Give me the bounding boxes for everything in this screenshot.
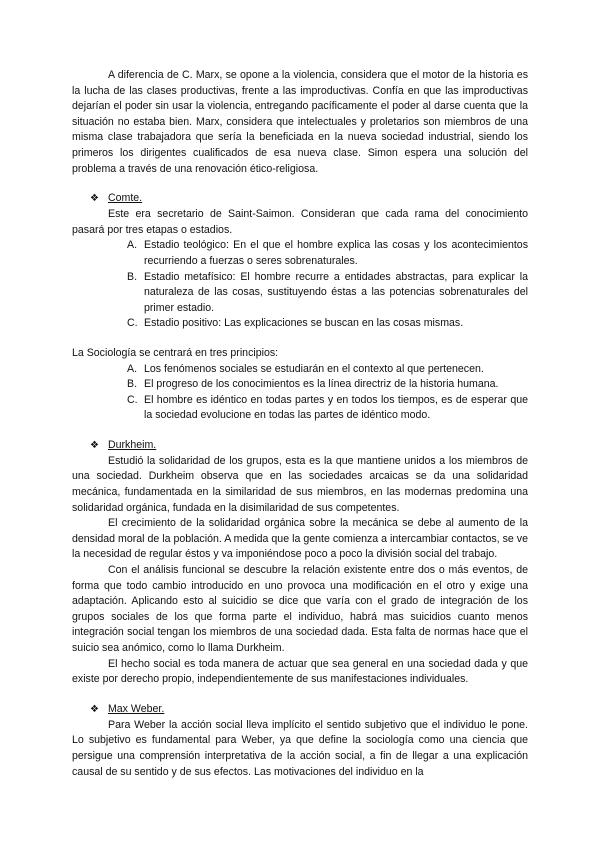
- diamond-bullet-icon: ❖: [90, 703, 99, 715]
- comte-stages-list: [72, 238, 528, 332]
- principles-list: [72, 362, 528, 424]
- durkheim-paragraph: El crecimiento de la solidaridad orgánica sobre la mecánica se debe al aumento de la densidad moral de la población. A medida que la gente comienza a intercambiar contactos, se ve la necesidad de regular éstos y va imponiéndose poco a poco la división social del trabajo.: [72, 517, 528, 561]
- diamond-bullet-icon: ❖: [90, 193, 99, 205]
- comte-intro: Este era secretario de Saint-Saimon. Consideran que cada rama del conocimiento pasará por tres etapas o estadios.: [72, 208, 528, 236]
- diamond-bullet-icon: ❖: [90, 439, 99, 451]
- durkheim-paragraph: Con el análisis funcional se descubre la relación existente entre dos o más eventos, de forma que todo cambio introducido en uno provoca una modificación en el otro y exige una adaptación. Aplicando esto al suicidio se dice que varía con el grado de integración de los grupos sociales de los que forma parte el individuo, habrá mas suicidios cuanto menos integración social tengan los miembros de una sociedad dada. Esta falta de normas hace que el suicio sea anómico, como lo llama Durkheim.: [72, 564, 528, 654]
- weber-paragraph: Para Weber la acción social lleva implícito el sentido subjetivo que el individuo le pone. Lo subjetivo es fundamental para Weber, ya que define la sociología como una ciencia que persigue una comprensión interpretativa de la acción social, a fin de llegar a una explicación causal de su sentido y de sus efectos. Las motivaciones del individuo en la: [72, 718, 528, 778]
- list-item: C. Estadio positivo: Las explicaciones se buscan en las cosas mismas.: [127, 317, 464, 330]
- durkheim-paragraph: Estudió la solidaridad de los grupos, esta es la que mantiene unidos a los miembros de una sociedad. Durkheim observa que en las sociedades arcaicas se da una solidaridad mecánica, fundamentada en la similaridad de sus miembros, en las modernas predomina una solidaridad orgánica, fundada en la disimilaridad de sus competentes.: [72, 454, 528, 514]
- weber-title: Max Weber.: [107, 702, 165, 715]
- principles-intro: La Sociología se centrará en tres principios:: [72, 346, 279, 359]
- document-page: [72, 68, 528, 780]
- comte-heading: [72, 191, 528, 207]
- list-item: B. Estadio metafísico: El hombre recurre a entidades abstractas, para explicar la naturaleza de las cosas, sustituyendo éstas a las potencias sobrenaturales del primer estadio.: [127, 270, 528, 314]
- weber-heading: [72, 702, 528, 718]
- list-item: A. Los fenómenos sociales se estudiarán en el contexto al que pertenecen.: [127, 362, 484, 375]
- list-item: A. Estadio teológico: En el que el hombre explica las cosas y los acontecimientos recurriendo a fuerzas o seres sobrenaturales.: [127, 239, 528, 267]
- list-item: C. El hombre es idéntico en todas partes y en todos los tiempos, es de esperar que la sociedad evolucione en todas las partes de idéntico modo.: [127, 393, 528, 422]
- durkheim-title: Durkheim.: [107, 439, 157, 452]
- durkheim-paragraph: El hecho social es toda manera de actuar que sea general en una sociedad dada y que existe por derecho propio, independientemente de sus manifestaciones individuales.: [72, 657, 528, 686]
- intro-paragraph: A diferencia de C. Marx, se opone a la violencia, considera que el motor de la historia es la lucha de las clases productivas, frente a las improductivas. Confía en que las improductivas dejarían el poder sin usar la violencia, entregando pacíficamente el poder al darse cuenta que la situación no estaba bien. Marx, considera que intelectuales y proletarios son miembros de una misma clase trabajadora que sería la beneficiada en la nueva sociedad industrial, siendo los primeros los dirigentes cualificados de esa nueva clase. Simon espera una solución del problema a través de una renovación ético-religiosa.: [72, 69, 528, 175]
- list-item: B. El progreso de los conocimientos es la línea directriz de la historia humana.: [127, 378, 499, 391]
- durkheim-heading: [72, 438, 528, 454]
- comte-title: Comte.: [107, 192, 143, 205]
